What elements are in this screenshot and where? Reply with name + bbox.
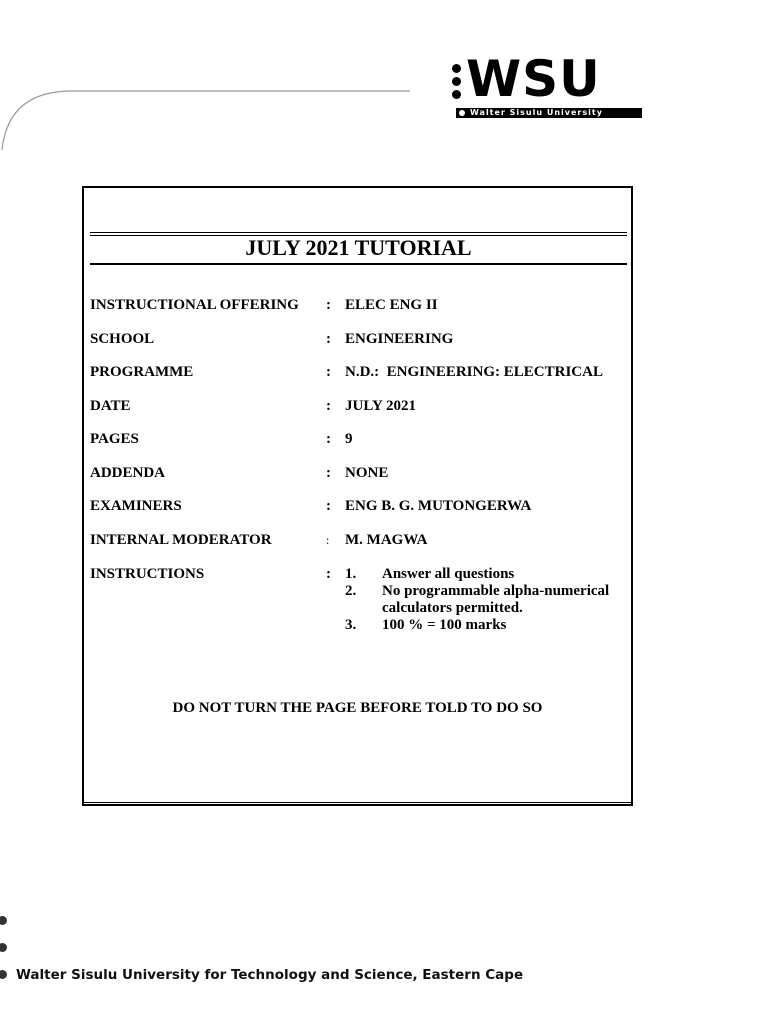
cover-box: JULY 2021 TUTORIAL INSTRUCTIONAL OFFERING : ELEC ENG II SCHOOL : ENGINEERING PROGRAMME : N.D.: ENGINEERING: ELECTRICAL DATE : JULY 2021 PAGES : 9 ADDENDA : NONE EXAMINERS : ENG B. G. MUTONGERWA INTERNAL MODERATOR : M. MAGWA INSTRUCTIONS : 1. Answer all questions 2. No programmable alpha-numerical calculators permitted. 3. 100 % = 100 marks DO NOT TURN THE PAGE BEFORE TOLD TO DO SO xyxy=(82,186,633,806)
title-band xyxy=(90,232,627,265)
footer-dot-icon xyxy=(0,943,7,952)
logo-text: WSU xyxy=(466,50,601,108)
logo-subtext: Walter Sisulu University xyxy=(456,108,642,118)
footer-dot-icon xyxy=(0,916,7,925)
warning-notice: DO NOT TURN THE PAGE BEFORE TOLD TO DO SO xyxy=(172,700,543,716)
footer-dot-icon xyxy=(0,970,7,979)
instructions-row: INSTRUCTIONS : 1. Answer all questions 2. No programmable alpha-numerical calculators permitted. 3. 100 % = 100 marks xyxy=(90,566,610,633)
decorative-corner-arc xyxy=(0,90,420,150)
footer-university-name: Walter Sisulu University for Technology and Science, Eastern Cape xyxy=(16,967,524,983)
page-title: JULY 2021 TUTORIAL xyxy=(245,235,472,260)
wsu-logo xyxy=(452,50,642,118)
